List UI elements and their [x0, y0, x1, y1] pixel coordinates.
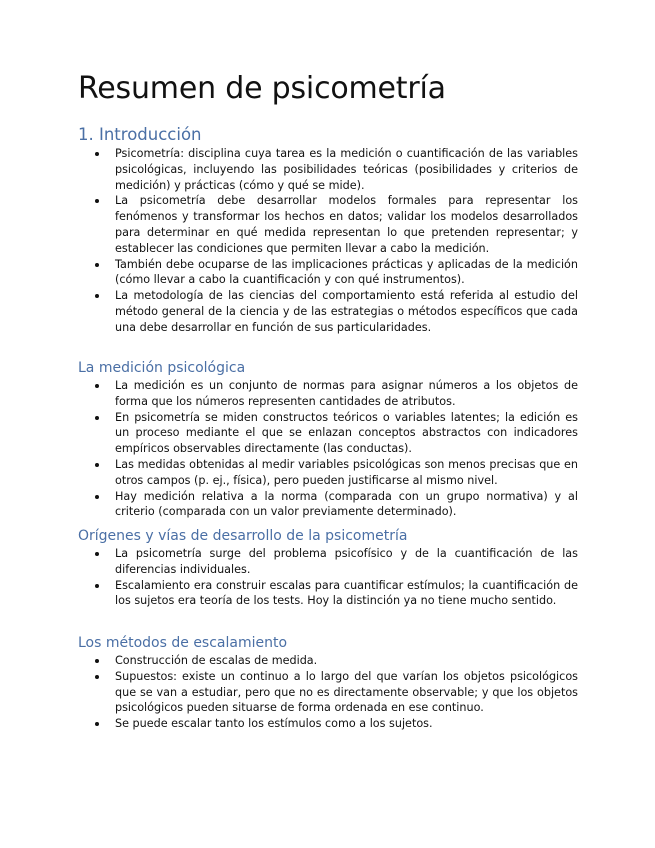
list-item: Las medidas obtenidas al medir variables psicológicas son menos precisas que en otros campos (p. ej., física), pero pueden justificarse al mismo nivel.: [92, 457, 578, 489]
section-heading-origenes: Orígenes y vías de desarrollo de la psicometría: [78, 528, 408, 544]
section-list-origenes: [92, 546, 578, 609]
section-heading-escalamiento: Los métodos de escalamiento: [78, 635, 288, 651]
section-list-medicion: [92, 378, 578, 520]
section-heading-introduccion: 1. Introducción: [78, 125, 202, 144]
list-item: La psicometría surge del problema psicofísico y de la cuantificación de las diferencias individuales.: [92, 546, 578, 578]
list-item: Supuestos: existe un continuo a lo largo del que varían los objetos psicológicos que se van a estudiar, pero que no es directamente observable; y que los objetos psicológicos pueden situarse de forma ordenada en ese continuo.: [92, 669, 578, 716]
list-item: Escalamiento era construir escalas para cuantificar estímulos; la cuantificación de los sujetos era teoría de los tests. Hoy la distinción ya no tiene mucho sentido.: [92, 578, 578, 610]
list-item: Construcción de escalas de medida.: [92, 653, 578, 669]
list-item: En psicometría se miden constructos teóricos o variables latentes; la edición es un proceso mediante el que se enlazan conceptos abstractos con indicadores empíricos observables directamente (las conductas).: [92, 410, 578, 457]
list-item: Hay medición relativa a la norma (comparada con un grupo normativa) y al criterio (comparada con un valor previamente determinado).: [92, 489, 578, 521]
list-item: La medición es un conjunto de normas para asignar números a los objetos de forma que los números representen cantidades de atributos.: [92, 378, 578, 410]
section-list-escalamiento: [92, 653, 578, 732]
list-item: La psicometría debe desarrollar modelos formales para representar los fenómenos y transformar los hechos en datos; validar los modelos desarrollados para determinar en qué medida representan lo que pretenden representar; y establecer las condiciones que permiten llevar a cabo la medición.: [92, 193, 578, 256]
document-title: Resumen de psicometría: [78, 71, 446, 106]
list-item: Se puede escalar tanto los estímulos como a los sujetos.: [92, 716, 578, 732]
section-heading-medicion: La medición psicológica: [78, 360, 246, 376]
list-item: La metodología de las ciencias del comportamiento está referida al estudio del método general de la ciencia y de las estrategias o métodos específicos que cada una debe desarrollar en función de sus particularidades.: [92, 288, 578, 335]
list-item: También debe ocuparse de las implicaciones prácticas y aplicadas de la medición (cómo llevar a cabo la cuantificación y con qué instrumentos).: [92, 257, 578, 289]
list-item: Psicometría: disciplina cuya tarea es la medición o cuantificación de las variables psicológicas, incluyendo las posibilidades teóricas (posibilidades y criterios de medición) y prácticas (cómo y qué se mide).: [92, 146, 578, 193]
section-list-introduccion: [92, 146, 578, 336]
